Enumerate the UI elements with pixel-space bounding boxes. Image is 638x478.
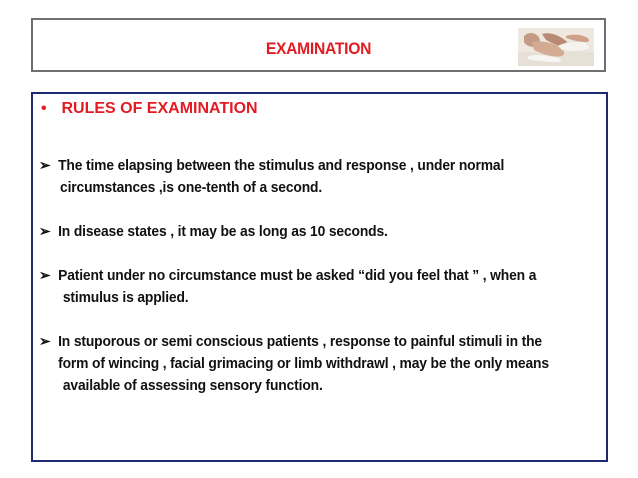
rule-text-line: In disease states , it may be as long as 10 seconds. (58, 224, 388, 240)
rule-text-line: In stuporous or semi conscious patients , response to painful stimuli in the (58, 334, 542, 350)
hands-photo-image (518, 28, 594, 66)
arrow-bullet-icon: ➢ (39, 334, 51, 350)
rule-item (39, 155, 579, 199)
arrow-bullet-icon: ➢ (39, 158, 51, 174)
arrow-bullet-icon: ➢ (39, 268, 51, 284)
arrow-bullet-icon: ➢ (39, 224, 51, 240)
rule-text-line: form of wincing , facial grimacing or limb withdrawl , may be the only means (58, 356, 549, 372)
bullet-icon: • (41, 100, 47, 117)
title-box (31, 18, 606, 72)
rule-text-line: available of assessing sensory function. (62, 378, 323, 394)
section-heading-text: RULES OF EXAMINATION (61, 100, 258, 117)
rule-item (39, 331, 579, 397)
content-box (31, 92, 608, 462)
rule-text-line: circumstances ,is one-tenth of a second. (60, 180, 323, 196)
section-heading (41, 100, 258, 118)
rule-item (39, 265, 579, 309)
rules-list (39, 155, 604, 397)
rule-text-line: stimulus is applied. (62, 290, 189, 306)
rule-item (39, 221, 579, 243)
rule-text-line: The time elapsing between the stimulus and response , under normal (58, 158, 505, 174)
slide-title: EXAMINATION (265, 39, 372, 58)
rule-text-line: Patient under no circumstance must be asked “did you feel that ” , when a (58, 268, 537, 284)
hands-photo-illustration (518, 28, 594, 66)
